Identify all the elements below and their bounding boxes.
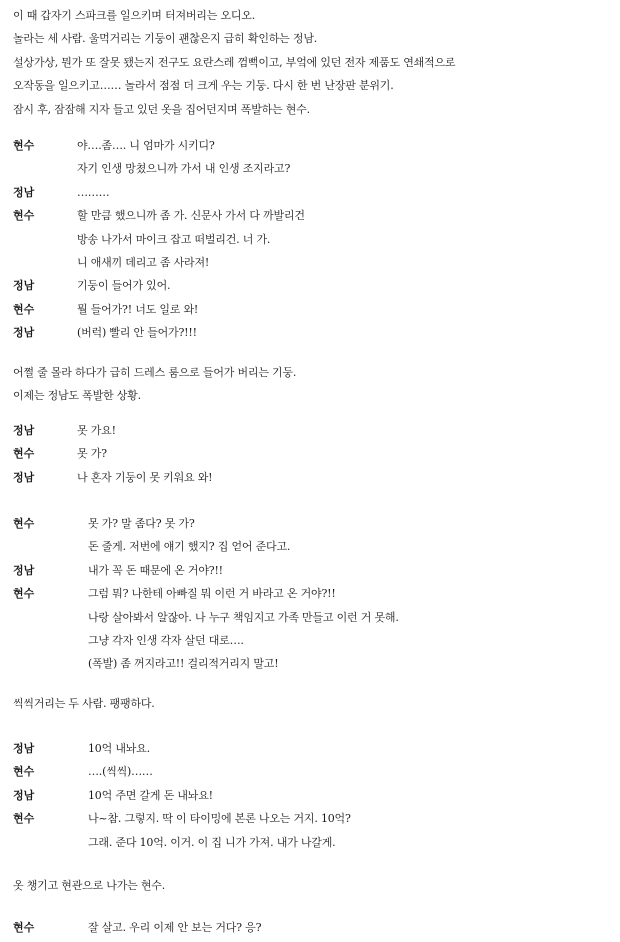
dialogue-entry	[13, 760, 613, 783]
dialogue-line: 못 가?	[77, 447, 107, 461]
dialogue-line: 나 혼자 기둥이 못 키워요 와!	[77, 470, 213, 484]
dialogue-entry	[13, 321, 613, 344]
dialogue-entry	[13, 204, 613, 274]
dialogue-entry	[13, 784, 613, 807]
narration-line: 어쩔 줄 몰라 하다가 급히 드레스 룸으로 들어가 버리는 기둥.	[13, 366, 297, 379]
narration-line: 이제는 정남도 폭발한 상황.	[13, 389, 141, 403]
dialogue-line: 못 가? 말 좀다? 못 가?	[88, 517, 195, 530]
dialogue-line: ………	[77, 185, 110, 199]
narration-line: 옷 챙기고 현관으로 나가는 현수.	[13, 879, 166, 892]
dialogue-entry	[13, 737, 613, 760]
speaker-name: 정남	[13, 185, 35, 199]
dialogue-line: 나랑 살아봐서 알잖아. 나 누구 책임지고 가족 만들고 이런 거 못해.	[88, 610, 399, 624]
dialogue-entry	[13, 298, 613, 321]
dialogue-line: (폭발) 좀 꺼지라고!! 걸리적거리지 말고!	[88, 657, 279, 671]
dialogue-line: (버럭) 빨리 안 들어가?!!!	[77, 326, 197, 340]
dialogue-entry	[13, 274, 613, 297]
dialogue-entry	[13, 512, 613, 559]
dialogue-line: 그냥 각자 인생 각자 살던 대로….	[88, 633, 244, 647]
dialogue-entry	[13, 134, 613, 181]
narration-block	[13, 874, 613, 897]
dialogue-entry	[13, 419, 613, 442]
speaker-name: 정남	[13, 279, 35, 293]
dialogue-entry	[13, 181, 613, 204]
speaker-name: 정남	[13, 788, 35, 802]
speaker-name: 현수	[13, 812, 35, 826]
dialogue-line: 10억 주면 갈게 돈 내놔요!	[88, 788, 213, 802]
dialogue-block	[13, 512, 613, 676]
dialogue-block	[13, 916, 613, 939]
narration-line: 설상가상, 뭔가 또 잘못 됐는지 전구도 요란스레 껌뻑이고, 부엌에 있던 전자 제품도 연쇄적으로	[13, 55, 456, 69]
speaker-name: 정남	[13, 326, 35, 340]
dialogue-line: ….(씩씩)……	[88, 765, 153, 779]
narration-line: 잠시 후, 잠잠해 지자 들고 있던 옷을 집어던지며 폭발하는 현수.	[13, 102, 310, 116]
speaker-name: 현수	[13, 517, 35, 530]
dialogue-line: 니 애새끼 데리고 좀 사라져!	[77, 255, 210, 269]
narration-line: 오작동을 일으키고…… 놀라서 점점 더 크게 우는 기둥. 다시 한 번 난장판 분위기.	[13, 79, 394, 93]
speaker-name: 정남	[13, 424, 35, 437]
dialogue-entry	[13, 582, 613, 676]
dialogue-line: 나~참. 그렇지. 딱 이 타이밍에 본론 나오는 거지. 10억?	[88, 812, 351, 826]
dialogue-line: 뭘 들어가?! 너도 일로 와!	[77, 302, 199, 316]
dialogue-line: 그래. 준다 10억. 이거. 이 집 니가 가져. 내가 나갈게.	[88, 835, 336, 849]
speaker-name: 현수	[13, 209, 35, 223]
speaker-name: 정남	[13, 470, 35, 484]
dialogue-entry	[13, 466, 613, 489]
dialogue-line: 내가 꼭 돈 때문에 온 거야?!!	[88, 563, 223, 577]
narration-line: 이 때 갑자기 스파크를 일으키며 터져버리는 오디오.	[13, 9, 256, 22]
narration-block	[13, 4, 613, 121]
narration-line: 놀라는 세 사람. 울먹거리는 기둥이 괜찮은지 급히 확인하는 정남.	[13, 32, 318, 46]
speaker-name: 현수	[13, 765, 35, 779]
speaker-name: 정남	[13, 563, 35, 577]
speaker-name: 현수	[13, 921, 35, 934]
speaker-name: 현수	[13, 139, 35, 152]
dialogue-entry	[13, 559, 613, 582]
speaker-name: 현수	[13, 447, 35, 461]
dialogue-line: 야….좀…. 니 엄마가 시키디?	[77, 139, 215, 152]
speaker-name: 현수	[13, 587, 35, 601]
speaker-name: 정남	[13, 742, 35, 755]
dialogue-line: 그럼 뭐? 나한테 아빠질 뭐 이런 거 바라고 온 거야?!!	[88, 587, 336, 601]
speaker-name: 현수	[13, 302, 35, 316]
dialogue-entry	[13, 442, 613, 465]
dialogue-entry	[13, 916, 613, 939]
dialogue-line: 방송 나가서 마이크 잡고 떠벌리건. 너 가.	[77, 232, 271, 246]
narration-block	[13, 692, 613, 715]
dialogue-entry	[13, 807, 613, 854]
dialogue-line: 기둥이 들어가 있어.	[77, 279, 171, 293]
dialogue-line: 할 만큼 했으니까 좀 가. 신문사 가서 다 까발리건	[77, 209, 305, 223]
narration-block	[13, 361, 613, 408]
narration-line: 씩씩거리는 두 사람. 팽팽하다.	[13, 697, 155, 710]
dialogue-line: 못 가요!	[77, 424, 116, 437]
dialogue-block	[13, 419, 613, 489]
dialogue-line: 자기 인생 망쳤으니까 가서 내 인생 조지라고?	[77, 162, 291, 176]
dialogue-line: 10억 내놔요.	[88, 742, 150, 755]
dialogue-line: 돈 줄게. 저번에 얘기 했지? 집 얻어 준다고.	[88, 540, 291, 554]
dialogue-line: 잘 살고. 우리 이제 안 보는 거다? 응?	[88, 921, 262, 934]
dialogue-block	[13, 134, 613, 345]
dialogue-block	[13, 737, 613, 854]
